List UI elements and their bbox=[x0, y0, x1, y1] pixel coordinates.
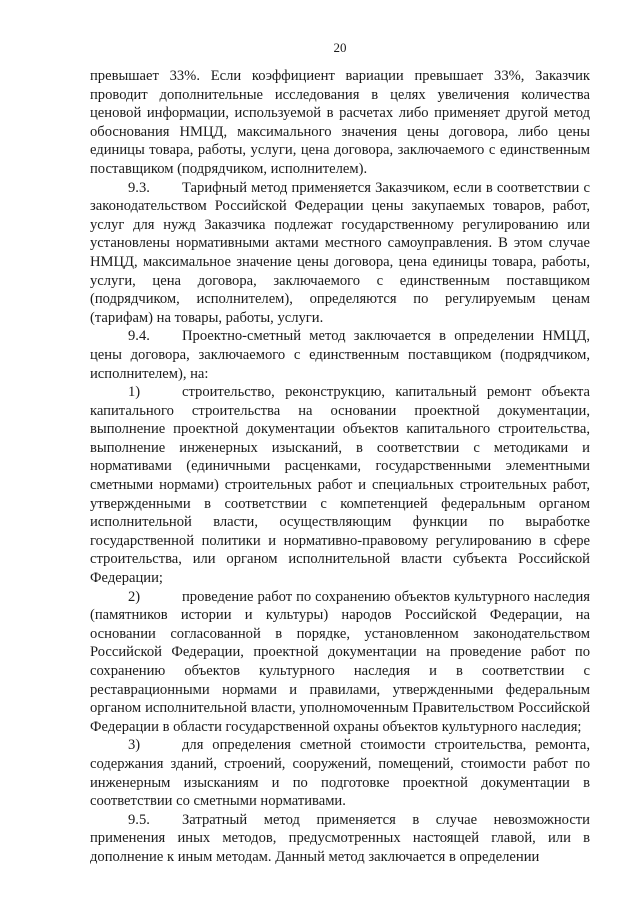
paragraph-number: 9.5. bbox=[128, 811, 150, 828]
paragraph-9-4 bbox=[90, 327, 590, 383]
list-item bbox=[90, 383, 590, 588]
paragraph-number: 9.3. bbox=[128, 179, 150, 196]
list-item-number: 2) bbox=[128, 588, 141, 605]
list-item-number: 3) bbox=[128, 737, 141, 754]
paragraph-9-3 bbox=[90, 179, 590, 328]
paragraph-continuation: превышает 33%. Если коэффициент вариации превышает 33%, Заказчик проводит дополнительные исследования в целях увеличения количества ценовой информации, используемой в расчетах либо применяет другой метод обоснования НМЦД, максимального значения цены договора, либо цены единицы товара, работы, услуги, цена договора, заключаемого с единственным поставщиком (подрядчиком, исполнителем). bbox=[90, 68, 590, 177]
paragraph-number: 9.4. bbox=[128, 328, 150, 345]
paragraph-text: Тарифный метод применяется Заказчиком, если в соответствии с законодательством Российской Федерации цены закупаемых товаров, работ, услуг для нужд Заказчика подлежат государственному регулированию или установлены нормативными актами местного самоуправления. В этом случае НМЦД, максимальное значение цены договора, цена единицы товара, работы, услуги, цена договора, заключаемого с единственным поставщиком (подрядчиком, исполнителем), определяются по регулируемым ценам (тарифам) на товары, работы, услуги. bbox=[90, 179, 590, 326]
page-number: 20 bbox=[333, 40, 347, 55]
paragraph-text: Проектно-сметный метод заключается в определении НМЦД, цены договора, заключаемого с единственным поставщиком (подрядчиком, исполнителем), на: bbox=[90, 328, 590, 382]
list-item-text: строительство, реконструкцию, капитальный ремонт объекта капитального строительства на основании проектной документации, выполнение проектной документации объектов капитального строительства, выполнение инженерных изысканий, в соответствии с методиками и нормативами (единичными расценками, государственными элементными сметными нормами) строительных работ и специальных строительных работ, утвержденными в соответствии с компетенцией федеральным органом исполнительной власти, осуществляющим функции по выработке государственной политики и нормативно-правовому регулированию в сфере строительства, или органом исполнительной власти субъекта Российской Федерации; bbox=[90, 384, 590, 587]
list-item-number: 1) bbox=[128, 384, 141, 401]
list-item-text: для определения сметной стоимости строительства, ремонта, содержания зданий, строений, сооружений, помещений, стоимости работ по инженерным изысканиям и по подготовке проектной документации в соответствии со сметными нормативами. bbox=[90, 737, 590, 810]
paragraph-9-5 bbox=[90, 811, 590, 867]
paragraph-text: Затратный метод применяется в случае невозможности применения иных методов, предусмотренных настоящей главой, или в дополнение к иным методам. Данный метод заключается в определении bbox=[90, 811, 590, 865]
list-item bbox=[90, 736, 590, 810]
list-item bbox=[90, 588, 590, 737]
list-item-text: проведение работ по сохранению объектов культурного наследия (памятников истории и культуры) народов Российской Федерации, на основании согласованной в порядке, установленном законодательством Российской Федерации, проектной документации на проведение работ по сохранению объектов культурного наследия и в соответствии с реставрационными нормами и правилами, утвержденными федеральным органом исполнительной власти, уполномоченным Правительством Российской Федерации в области государственной охраны объектов культурного наследия; bbox=[90, 588, 590, 735]
